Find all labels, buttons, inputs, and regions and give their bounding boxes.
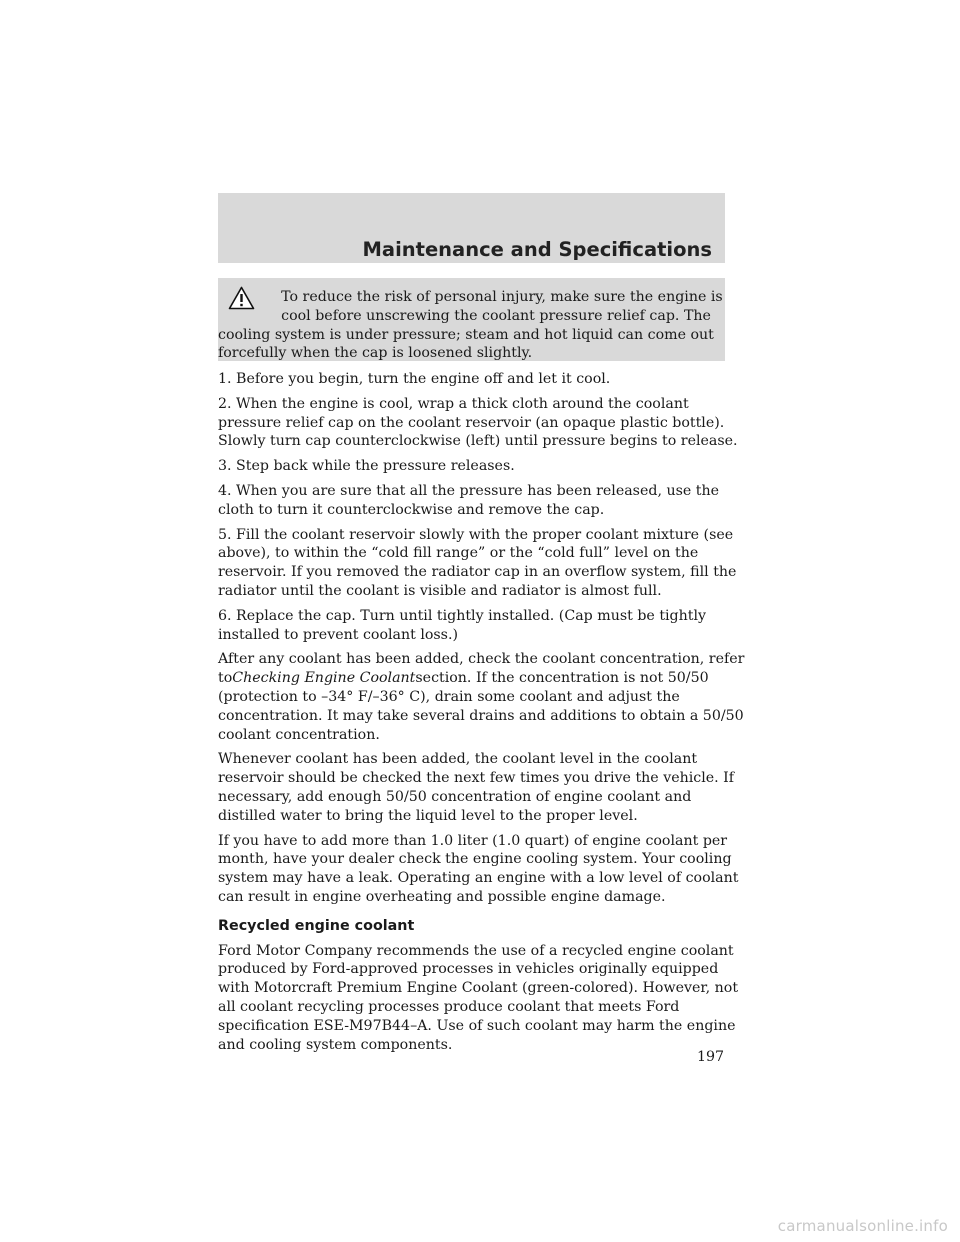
section-title: Maintenance and Specifications (362, 238, 712, 261)
concentration-text-before: After any coolant has been added, check the coolant concentration, refer to (218, 651, 745, 687)
step-1: 1. Before you begin, turn the engine off and let it cool. (218, 371, 611, 387)
warning-box (218, 278, 725, 361)
step-4: 4. When you are sure that all the pressure has been released, use the cloth to turn it counterclockwise and remove the cap. (218, 482, 720, 518)
step-3: 3. Step back while the pressure releases. (218, 458, 515, 475)
step-6: 6. Replace the cap. Turn until tightly installed. (Cap must be tightly installed to prevent coolant loss.) (218, 607, 707, 643)
body-text (218, 370, 745, 1060)
section-reference: Checking Engine Coolant (232, 670, 416, 687)
recycled-coolant-paragraph: Ford Motor Company recommends the use of a recycled engine coolant produced by Ford-approved processes in vehicles originally equipped with Motorcraft Premium Engine Coolant (green-colored). However, not all coolant recycling processes produce coolant that meets Ford specification ESE-M97B44–A. Use of such coolant may harm the engine and cooling system components. (218, 942, 739, 1053)
watermark: carmanualsonline.info (777, 1217, 948, 1235)
concentration-paragraph (218, 650, 745, 744)
page-number: 197 (697, 1049, 725, 1065)
coolant-leak-paragraph: If you have to add more than 1.0 liter (1.0 quart) of engine coolant per month, have your dealer check the engine cooling system. Your cooling system may have a leak. Operating an engine with a low level of coolant can result in engine overheating and possible engine damage. (218, 832, 739, 905)
coolant-level-paragraph: Whenever coolant has been added, the coolant level in the coolant reservoir should be checked the next few times you drive the vehicle. If necessary, add enough 50/50 concentration of engine coolant and distilled water to bring the liquid level to the proper level. (218, 751, 735, 824)
recycled-coolant-heading: Recycled engine coolant (218, 917, 415, 934)
step-2: 2. When the engine is cool, wrap a thick cloth around the coolant pressure relief cap on the coolant reservoir (an opaque plastic bottle). Slowly turn cap counterclockwise (left) until pressure begins to release. (218, 395, 738, 450)
concentration-text-after: section. If the concentration is not 50/50 (protection to –34° F/–36° C), drain some coolant and adjust the concentration. It may take several drains and additions to obtain a 50/50 coolant concentration. (218, 670, 744, 743)
warning-text: To reduce the risk of personal injury, make sure the engine is cool before unscrewing the coolant pressure relief cap. The cooling system is under pressure; steam and hot liquid can come out forcefully when the cap is loosened slightly. (218, 289, 723, 362)
step-5: 5. Fill the coolant reservoir slowly with the proper coolant mixture (see above), to within the “cold fill range” or the “cold full” level on the reservoir. If you removed the radiator cap in an overflow system, fill the radiator until the coolant is visible and radiator is almost full. (218, 526, 737, 599)
section-header-band (218, 193, 725, 263)
